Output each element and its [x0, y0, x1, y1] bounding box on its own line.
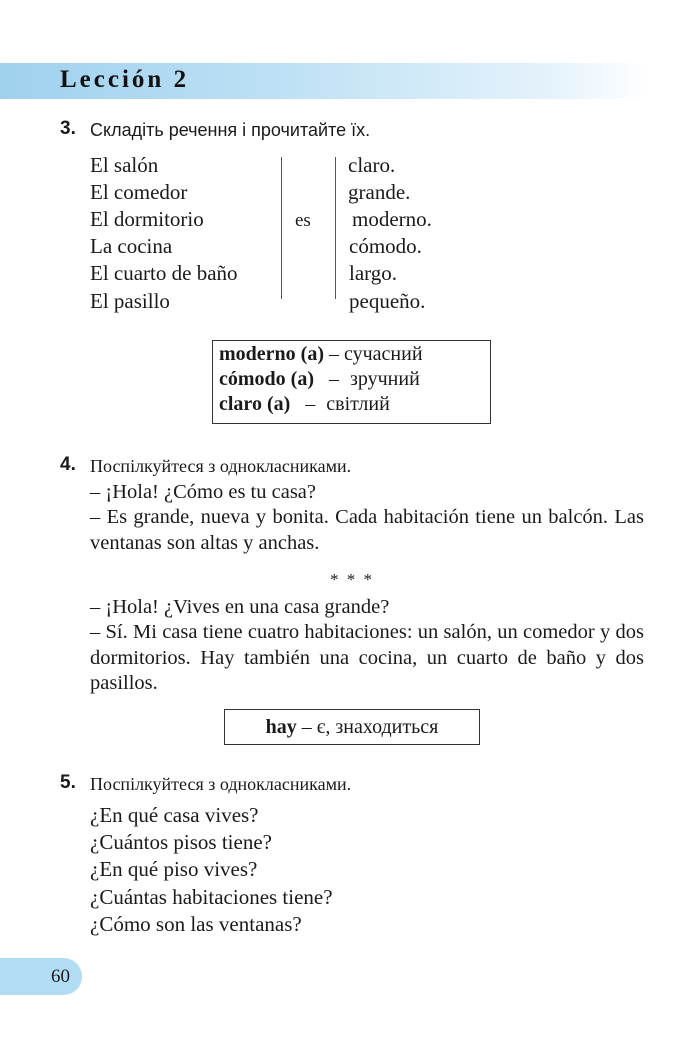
subject-item: La cocina — [90, 234, 173, 258]
adjective-item: grande. — [348, 180, 411, 204]
dialog-1-line: – ¡Hola! ¿Cómo es tu casa? — [90, 481, 316, 503]
adjective-item: pequeño. — [349, 289, 426, 313]
exercise-5-number: 5. — [60, 772, 76, 793]
question-item: ¿Cuántos pisos tiene? — [90, 830, 272, 854]
subject-item: El comedor — [90, 180, 188, 204]
hay-translation: – є, знаходиться — [301, 715, 439, 738]
dialog-1-line: – Es grande, nueva y bonita. Cada habitación tiene un balcón. Las ventanas son altas y anchas. — [90, 506, 644, 554]
adjective-item: claro. — [348, 153, 396, 177]
column-divider-right — [335, 157, 336, 299]
question-item: ¿En qué casa vives? — [90, 803, 259, 827]
vocab-translation: світлий — [326, 393, 390, 415]
exercise-3-number: 3. — [60, 118, 76, 139]
dialog-2-line: – Sí. Mi casa tiene cuatro habitaciones: un salón, un comedor y dos dormitorios. Hay también una cocina, un cuarto de baño y dos pasillos. — [90, 621, 644, 694]
page-number: 60 — [51, 966, 70, 987]
vocab-row — [219, 343, 423, 366]
hay-note-box — [224, 709, 480, 745]
vocab-dash: – — [328, 368, 339, 390]
question-item: ¿En qué piso vives? — [90, 857, 258, 881]
hay-term: hay — [265, 715, 297, 738]
vocab-row — [219, 393, 390, 416]
question-item: ¿Cuántas habitaciones tiene? — [90, 885, 333, 909]
subject-item: El salón — [90, 153, 159, 177]
subject-item: El cuarto de baño — [90, 261, 238, 285]
vocab-translation: зручний — [349, 368, 420, 390]
column-divider-left — [281, 157, 282, 299]
vocab-term: cómodo (a) — [219, 368, 314, 390]
vocab-term: claro (a) — [219, 393, 291, 415]
verb-es: es — [295, 210, 311, 231]
exercise-4-title: Поспілкуйтеся з однокласниками. — [90, 456, 352, 476]
vocab-term: moderno (a) — [219, 343, 324, 365]
exercise-4-number: 4. — [60, 454, 76, 475]
vocab-dash: – — [305, 393, 316, 415]
lesson-title: Lección 2 — [60, 66, 190, 93]
exercise-3-title: Складіть речення і прочитайте їх. — [90, 120, 371, 140]
subject-item: El pasillo — [90, 289, 170, 313]
exercise-5-title: Поспілкуйтеся з однокласниками. — [90, 774, 352, 794]
dialog-2-line: – ¡Hola! ¿Vives en una casa grande? — [90, 596, 390, 618]
adjective-item: cómodo. — [349, 234, 422, 258]
adjective-item: moderno. — [352, 207, 432, 231]
vocab-dash: – — [328, 343, 339, 365]
vocab-row — [219, 368, 420, 391]
section-separator: * * * — [330, 570, 374, 589]
question-item: ¿Cómo son las ventanas? — [90, 912, 302, 936]
adjective-item: largo. — [349, 261, 398, 285]
vocab-translation: сучасний — [343, 343, 423, 365]
subject-item: El dormitorio — [90, 207, 204, 231]
